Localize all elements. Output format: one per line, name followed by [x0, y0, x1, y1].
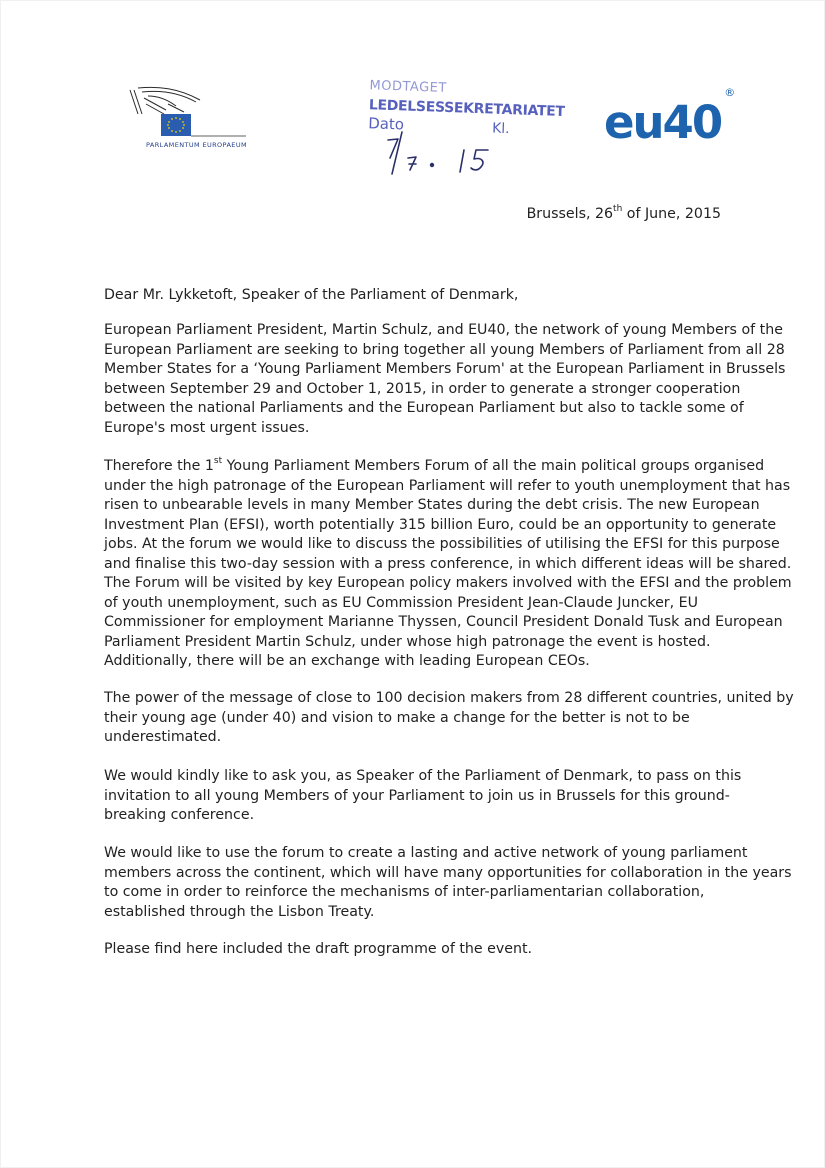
- paragraph-line: Additionally, there will be an exchange with leading European CEOs.: [104, 653, 590, 669]
- paragraph-line: Parliament President Martin Schulz, under whose high patronage the event is hosted.: [104, 633, 711, 650]
- paragraph-introduction: [104, 321, 786, 438]
- date-rest: of June, 2015: [622, 206, 721, 222]
- forum-ordinal-number: Therefore the 1: [104, 458, 214, 474]
- eu40-logo-text: eu40: [604, 96, 722, 149]
- paragraph-line: [104, 456, 765, 477]
- ep-logo-caption: PARLAMENTUM EUROPAEUM: [146, 141, 247, 149]
- paragraph-line: The power of the message of close to 100 decision makers from 28 different countries, united by: [104, 690, 794, 706]
- paragraph-message-power: [104, 689, 794, 748]
- paragraph-line: between the national Parliaments and the European Parliament but also to tackle some of: [104, 400, 744, 416]
- paragraph-line: under the high patronage of the European Parliament will refer to youth unemployment that has: [104, 477, 791, 494]
- paragraph-line: to come in order to reinforce the mechanisms of inter-parliamentarian collaboration,: [104, 884, 705, 900]
- salutation: Dear Mr. Lykketoft, Speaker of the Parliament of Denmark,: [104, 287, 519, 303]
- stamp-received-text: MODTAGET: [369, 78, 448, 96]
- paragraph-line: We would kindly like to ask you, as Speaker of the Parliament of Denmark, to pass on this: [104, 768, 742, 784]
- paragraph-line: We would like to use the forum to create a lasting and active network of young parliament: [104, 845, 748, 861]
- forum-ordinal-suffix: st: [213, 456, 223, 467]
- european-parliament-logo: [128, 84, 253, 154]
- paragraph-line: risen to unbearable levels in many Member States during the debt crisis. The new European: [104, 497, 760, 513]
- paragraph-forum-details: [104, 456, 792, 672]
- paragraph-line: Please find here included the draft programme of the event.: [104, 941, 533, 957]
- paragraph-request: [104, 767, 744, 826]
- paragraph-line: their young age (under 40) and vision to make a change for the better is not to be: [104, 709, 690, 726]
- letter-date: [527, 205, 721, 225]
- paragraph-line: jobs. At the forum we would like to discuss the possibilities of utilising the EFSI for this purpose: [104, 536, 780, 552]
- paragraph-line: The Forum will be visited by key European policy makers involved with the EFSI and the problem: [104, 575, 792, 591]
- paragraph-line: Member States for a ‘Young Parliament Members Forum' at the European Parliament in Brussels: [104, 361, 786, 377]
- stamp-office-text: LEDELSESSEKRETARIATET: [368, 97, 565, 121]
- stamp-date-label: Dato: [367, 114, 405, 134]
- date-ordinal: th: [613, 204, 623, 215]
- paragraph-line: European Parliament are seeking to bring together all young Members of Parliament from all 28: [104, 341, 785, 358]
- parliament-hemicycle-icon: [128, 84, 253, 142]
- forum-line-rest: Young Parliament Members Forum of all the main political groups organised: [222, 458, 765, 474]
- paragraph-line: European Parliament President, Martin Schulz, and EU40, the network of young Members of the: [104, 322, 783, 338]
- paragraph-line: between September 29 and October 1, 2015, in order to generate a stronger cooperation: [104, 380, 741, 397]
- paragraph-line: invitation to all young Members of your Parliament to join us in Brussels for this ground-: [104, 787, 730, 804]
- registered-trademark-icon: ®: [724, 86, 736, 99]
- paragraph-line: Investment Plan (EFSI), worth potentially 315 billion Euro, could be an opportunity to generate: [104, 516, 777, 533]
- paragraph-line: underestimated.: [104, 729, 222, 745]
- paragraph-network: [104, 844, 792, 922]
- paragraph-line: Europe's most urgent issues.: [104, 419, 310, 436]
- paragraph-line: breaking conference.: [104, 807, 255, 823]
- paragraph-line: of youth unemployment, such as EU Commission President Jean-Claude Juncker, EU: [104, 594, 699, 611]
- paragraph-closing: [104, 940, 744, 960]
- paragraph-line: members across the continent, which will have many opportunities for collaboration in the years: [104, 864, 792, 881]
- paragraph-line: established through the Lisbon Treaty.: [104, 903, 375, 920]
- date-day: Brussels, 26: [526, 206, 614, 222]
- eu40-logo: [604, 86, 736, 149]
- handwritten-date-signature: [378, 128, 508, 178]
- paragraph-line: and finalise this two-day session with a press conference, in which different ideas will be shared.: [104, 555, 792, 572]
- paragraph-line: Commissioner for employment Marianne Thyssen, Council President Donald Tusk and European: [104, 614, 783, 630]
- stamp-time-label: Kl.: [491, 120, 510, 138]
